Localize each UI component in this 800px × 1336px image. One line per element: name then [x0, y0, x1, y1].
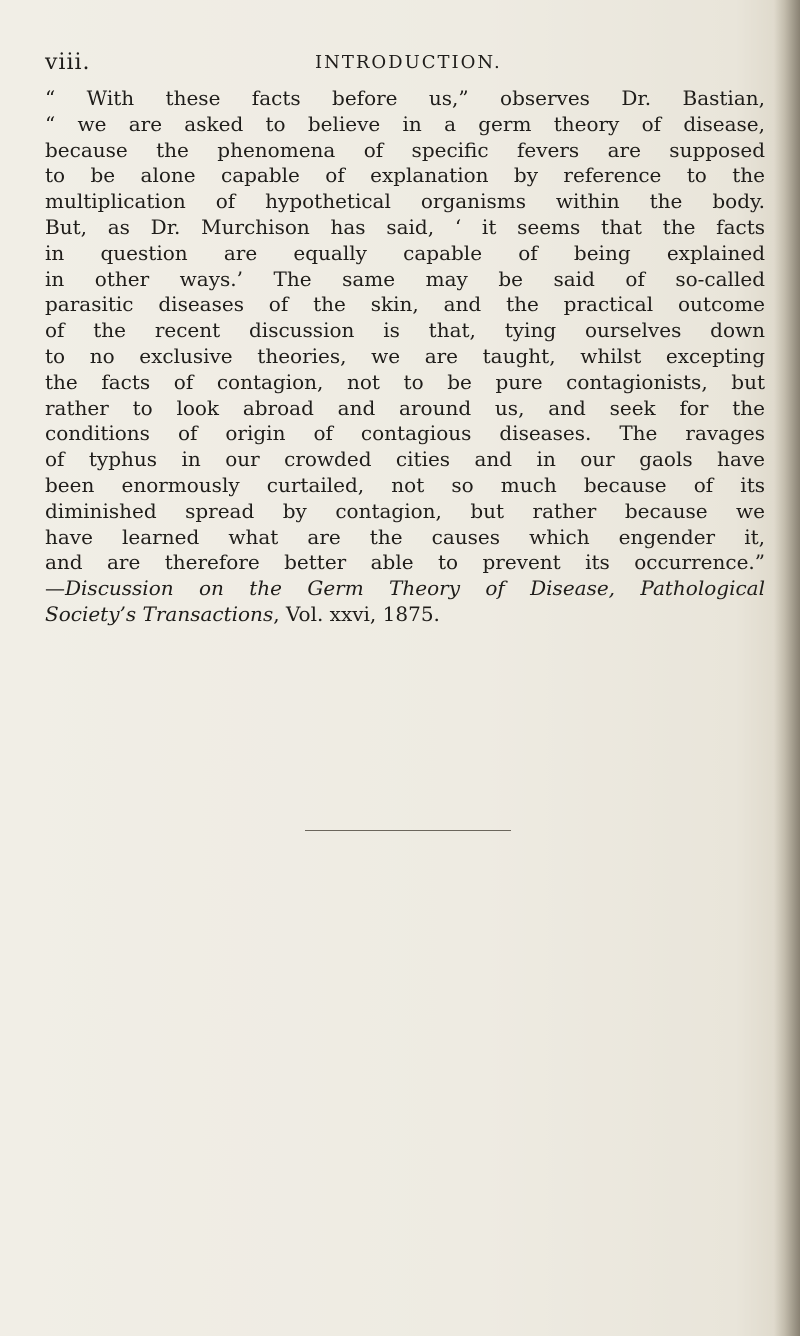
text-line: rather to look abroad and around us, and seek for the — [45, 395, 765, 420]
text-line: parasitic diseases of the skin, and the practical outcome — [45, 292, 765, 317]
citation-society: Society’s Transactions — [45, 601, 274, 626]
page-number: viii. — [45, 50, 91, 75]
text-line: to be alone capable of explanation by reference to the — [45, 163, 765, 188]
text-line: in question are equally capable of being explained — [45, 240, 765, 265]
text-line: to no exclusive theories, we are taught, whilst excepting — [45, 343, 765, 368]
citation-title: Discussion on the Germ Theory of Disease, Pathological — [65, 576, 765, 601]
citation-volume: , Vol. xxvi, 1875. — [273, 601, 440, 626]
text-line: have learned what are the causes which engender it, — [45, 524, 765, 549]
text-line: because the phenomena of specific fevers are supposed — [45, 137, 765, 162]
text-line: “ With these facts before us,” observes Dr. Bastian, — [45, 86, 765, 110]
citation-line-2 — [45, 602, 765, 628]
citation-dash: — — [45, 576, 65, 601]
text-line: of the recent discussion is that, tying ourselves down — [45, 318, 765, 343]
text-line: diminished spread by contagion, but rather because we — [45, 498, 765, 523]
running-head: INTRODUCTION. — [315, 52, 502, 73]
text-line: of typhus in our crowded cities and in our gaols have — [45, 447, 765, 472]
quotation-block — [45, 86, 765, 628]
section-rule — [305, 830, 511, 831]
page-header — [45, 50, 725, 78]
text-line: “ we are asked to believe in a germ theory of disease, — [45, 111, 765, 136]
text-line: multiplication of hypothetical organisms within the body. — [45, 189, 765, 214]
page-edge-shadow — [774, 0, 800, 1336]
text-line: conditions of origin of contagious diseases. The ravages — [45, 421, 765, 446]
text-line: the facts of contagion, not to be pure contagionists, but — [45, 369, 765, 394]
text-line: But, as Dr. Murchison has said, ‘ it seems that the facts — [45, 214, 765, 239]
text-line: been enormously curtailed, not so much because of its — [45, 472, 765, 497]
citation-line-1 — [45, 576, 765, 602]
text-line: in other ways.’ The same may be said of so-called — [45, 266, 765, 291]
text-line: and are therefore better able to prevent its occurrence.” — [45, 550, 765, 575]
